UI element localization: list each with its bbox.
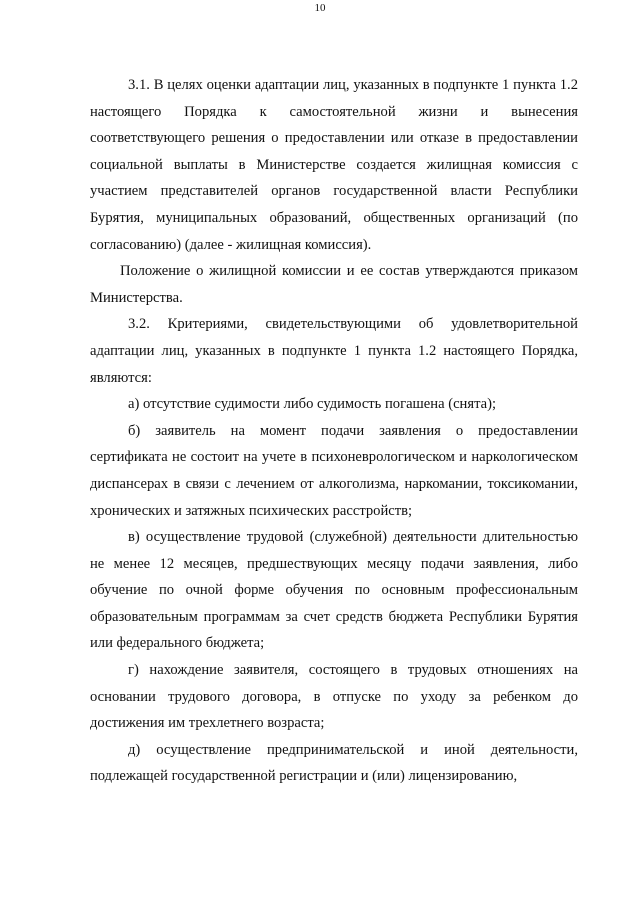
paragraph-3-2: 3.2. Критериями, свидетельствующими об удовлетворительной адаптации лиц, указанных в подпункте 1 пункта 1.2 настоящего Порядка, являются: bbox=[90, 316, 578, 386]
criterion-g: г) нахождение заявителя, состоящего в трудовых отношениях на основании трудового договора, в отпуске по уходу за ребенком до достижения им трехлетнего возраста; bbox=[90, 662, 578, 732]
criterion-v: в) осуществление трудовой (служебной) деятельности длительностью не менее 12 месяцев, предшествующих месяцу подачи заявления, либо обучение по очной форме обучения по основным профессиональным образовательным программам за счет средств бюджета Республики Бурятия или федерального бюджета; bbox=[90, 529, 578, 652]
criterion-a: а) отсутствие судимости либо судимость погашена (снята); bbox=[128, 396, 497, 413]
criterion-d: д) осуществление предпринимательской и иной деятельности, подлежащей государственной регистрации и (или) лицензированию, bbox=[90, 741, 578, 785]
page-number: 10 bbox=[314, 2, 326, 14]
paragraph-commission-regulation: Положение о жилищной комиссии и ее состав утверждаются приказом Министерства. bbox=[90, 263, 578, 306]
document-body bbox=[90, 72, 578, 790]
criterion-b: б) заявитель на момент подачи заявления о предоставлении сертификата не состоит на учете в психоневрологическом и наркологическом диспансерах в связи с лечением от алкоголизма, наркомании, токсикомании, хронических и затяжных психических расстройств; bbox=[90, 422, 578, 519]
paragraph-3-1: 3.1. В целях оценки адаптации лиц, указанных в подпункте 1 пункта 1.2 настоящего Порядка к самостоятельной жизни и вынесения соответствующего решения о предоставлении или отказе в предоставлении социальной выплаты в Министерстве создается жилищная комиссия с участием представителей органов государственной власти Республики Бурятия, муниципальных образований, общественных организаций (по согласованию) (далее - жилищная комиссия). bbox=[90, 77, 578, 253]
